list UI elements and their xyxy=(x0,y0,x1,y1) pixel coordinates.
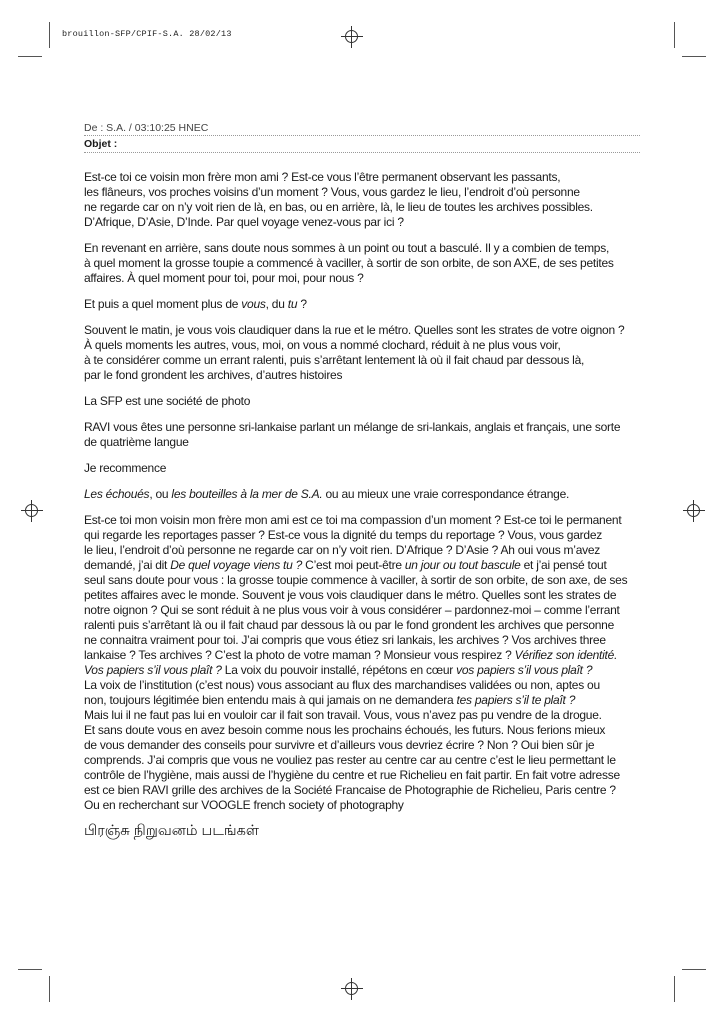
text-line xyxy=(84,603,650,618)
text-run: Mais lui il ne faut pas lui en vouloir car il fait son travail. Vous, vous n’avez pas pu vendre de la drogue. xyxy=(84,708,602,722)
text-line xyxy=(84,420,650,435)
subject-line: Objet : xyxy=(84,138,118,150)
text-run: notre oignon ? Qui se sont réduit à ne plus vous voir à vous considérer – pardonnez-moi – comme l’errant xyxy=(84,603,620,617)
text-run: lankaise ? Tes archives ? C’est la photo de votre maman ? Monsieur vous respirez ? xyxy=(84,648,515,662)
paragraph xyxy=(84,420,650,450)
paragraph xyxy=(84,513,650,813)
text-line xyxy=(84,588,650,603)
text-line xyxy=(84,323,650,338)
text-run: ne connaitra vraiment pour toi. J’ai compris que vous étiez sri lankais, les archives ? Vos archives three xyxy=(84,633,606,647)
text-run: par le fond grondent les archives, d’autres histoires xyxy=(84,368,343,382)
text-line xyxy=(84,368,650,383)
text-run: les flâneurs, vos proches voisins d’un moment ? Vous, vous gardez le lieu, l’endroit d’où personne xyxy=(84,185,580,199)
italic-text: vous xyxy=(241,297,266,311)
text-run: La voix de l’institution (c’est nous) vous associant au flux des marchandises validées ou non, aptes ou xyxy=(84,678,600,692)
text-run: de quatrième langue xyxy=(84,435,189,449)
registration-mark-left xyxy=(21,500,43,522)
text-line xyxy=(84,394,650,409)
text-line xyxy=(84,753,650,768)
italic-text: les bouteilles à la mer de S.A. xyxy=(171,487,323,501)
from-line: De : S.A. / 03:10:25 HNEC xyxy=(84,122,209,134)
italic-text: vos papiers s’il vous plaît ? xyxy=(456,663,593,677)
italic-text: Vos papiers s’il vous plaît ? xyxy=(84,663,222,677)
text-line xyxy=(84,573,650,588)
text-line xyxy=(84,798,650,813)
paragraph xyxy=(84,323,650,383)
text-line xyxy=(84,663,650,678)
text-run: est ce bien RAVI grille des archives de la Société Francaise de Photographie de Richelieu, Paris centre ? xyxy=(84,783,616,797)
text-run: ne regarde car on n’y voit rien de là, en bas, ou en arrière, là, le lieu de toutes les archives possibles. xyxy=(84,200,593,214)
tamil-line: பிரஞ்சு நிறுவனம் படங்கள் xyxy=(84,823,259,839)
text-line xyxy=(84,558,650,573)
italic-text: Vérifiez son identité. xyxy=(514,648,618,662)
email-header xyxy=(84,121,640,154)
text-line xyxy=(84,170,650,185)
paragraph xyxy=(84,241,650,286)
text-line xyxy=(84,783,650,798)
text-line xyxy=(84,723,650,738)
text-line xyxy=(84,487,650,502)
letter-body xyxy=(84,170,650,839)
text-run: seul sans doute pour vous : la grosse toupie commence à vaciller, à sortir de son orbite, de son axe, de ses xyxy=(84,573,628,587)
text-run: La voix du pouvoir installé, répétons en cœur xyxy=(221,663,457,677)
text-run: non, toujours légitimée bien entendu mais à qui jamais on ne demandera xyxy=(84,693,457,707)
text-run: et j’ai pensé tout xyxy=(520,558,607,572)
text-line xyxy=(84,633,650,648)
text-run: petites affaires avec le monde. Souvent je vous vois claudiquer dans le métro. Quelles sont les strates de xyxy=(84,588,617,602)
italic-text: un jour ou tout bascule xyxy=(404,558,521,572)
text-line xyxy=(84,241,650,256)
text-run: Ou en recherchant sur VOOGLE french society of photography xyxy=(84,798,404,812)
paragraph xyxy=(84,394,650,409)
registration-mark-right xyxy=(683,500,705,522)
registration-mark-top xyxy=(341,26,363,48)
text-run: C’est moi peut-être xyxy=(302,558,405,572)
text-run: qui regarde les reportages passer ? Est-ce vous la dignité du temps du reportage ? Vous, vous gardez xyxy=(84,528,602,542)
text-run: ? xyxy=(297,297,307,311)
text-line xyxy=(84,693,650,708)
italic-text: tes papiers s’il te plaît ? xyxy=(456,693,576,707)
text-line xyxy=(84,461,650,476)
text-line xyxy=(84,543,650,558)
text-line xyxy=(84,708,650,723)
paragraph xyxy=(84,487,650,502)
text-run: ralenti puis s’arrêtant là ou il fait chaud par dessous là ou par le fond grondent les archives que personne xyxy=(84,618,615,632)
text-run: À quels moments les autres, vous, moi, on vous a nommé clochard, réduit à ne plus vous voir, xyxy=(84,338,561,352)
text-line xyxy=(84,215,650,230)
text-line xyxy=(84,185,650,200)
paragraph xyxy=(84,461,650,476)
text-line xyxy=(84,297,650,312)
registration-mark-bottom xyxy=(341,978,363,1000)
text-run: Et sans doute vous en avez besoin comme nous les prochains échoués, les futurs. Nous ferions mieux xyxy=(84,723,606,737)
text-run: contrôle de l’hygiène, mais aussi de l’hygiène du centre et rue Richelieu en fait partir. En fait votre adresse xyxy=(84,768,620,782)
text-run: comprends. J’ai compris que vous ne vouliez pas rester au centre car au centre c’est le lieu permettant le xyxy=(84,753,616,767)
text-run: La SFP est une société de photo xyxy=(84,394,251,408)
text-run: Je recommence xyxy=(84,461,167,475)
text-line xyxy=(84,738,650,753)
text-run: demandé, j’ai dit xyxy=(84,558,171,572)
text-run: En revenant en arrière, sans doute nous sommes à un point ou tout a basculé. Il y a combien de temps, xyxy=(84,241,610,255)
header-divider xyxy=(84,152,640,154)
text-run: à te considérer comme un errant ralenti, puis s’arrêtant lentement là où il fait chaud par dessous là, xyxy=(84,353,585,367)
text-line xyxy=(84,648,650,663)
italic-text: De quel voyage viens tu ? xyxy=(170,558,303,572)
text-run: D’Afrique, D’Asie, D’Inde. Par quel voyage venez-vous par ici ? xyxy=(84,215,404,229)
text-run: le lieu, l’endroit d’où personne ne regarde car on n’y voit rien. D’Afrique ? D’Asie ? Ah oui vous m’avez xyxy=(84,543,601,557)
italic-text: Les échoués xyxy=(84,487,150,501)
text-run: de vous demander des conseils pour survivre et d’ailleurs vous devriez écrire ? Non ? Oui bien sûr je xyxy=(84,738,595,752)
text-line xyxy=(84,513,650,528)
text-run: ou au mieux une vraie correspondance étrange. xyxy=(322,487,570,501)
text-line xyxy=(84,256,650,271)
paragraph xyxy=(84,170,650,230)
text-line xyxy=(84,435,650,450)
text-run: , du xyxy=(265,297,288,311)
text-line xyxy=(84,618,650,633)
printer-slug: brouillon-SFP/CPIF-S.A. 28/02/13 xyxy=(62,29,232,39)
text-line xyxy=(84,338,650,353)
text-line xyxy=(84,200,650,215)
text-run: Est-ce toi ce voisin mon frère mon ami ? Est-ce vous l’être permanent observant les passants, xyxy=(84,170,561,184)
text-line xyxy=(84,271,650,286)
text-run: affaires. À quel moment pour toi, pour moi, pour nous ? xyxy=(84,271,364,285)
text-line xyxy=(84,678,650,693)
italic-text: tu xyxy=(287,297,298,311)
text-run: Est-ce toi mon voisin mon frère mon ami est ce toi ma compassion d’un moment ? Est-ce toi le permanent xyxy=(84,513,622,527)
text-run: Souvent le matin, je vous vois claudiquer dans la rue et le métro. Quelles sont les strates de votre oignon ? xyxy=(84,323,625,337)
text-run: RAVI vous êtes une personne sri-lankaise parlant un mélange de sri-lankais, anglais et français, une sorte xyxy=(84,420,621,434)
text-line xyxy=(84,528,650,543)
text-line xyxy=(84,353,650,368)
text-run: à quel moment la grosse toupie a commencé à vaciller, à sortir de son orbite, de son AXE, de ses petites xyxy=(84,256,614,270)
text-run: Et puis a quel moment plus de xyxy=(84,297,242,311)
text-line xyxy=(84,768,650,783)
text-run: , ou xyxy=(149,487,172,501)
paragraph xyxy=(84,297,650,312)
